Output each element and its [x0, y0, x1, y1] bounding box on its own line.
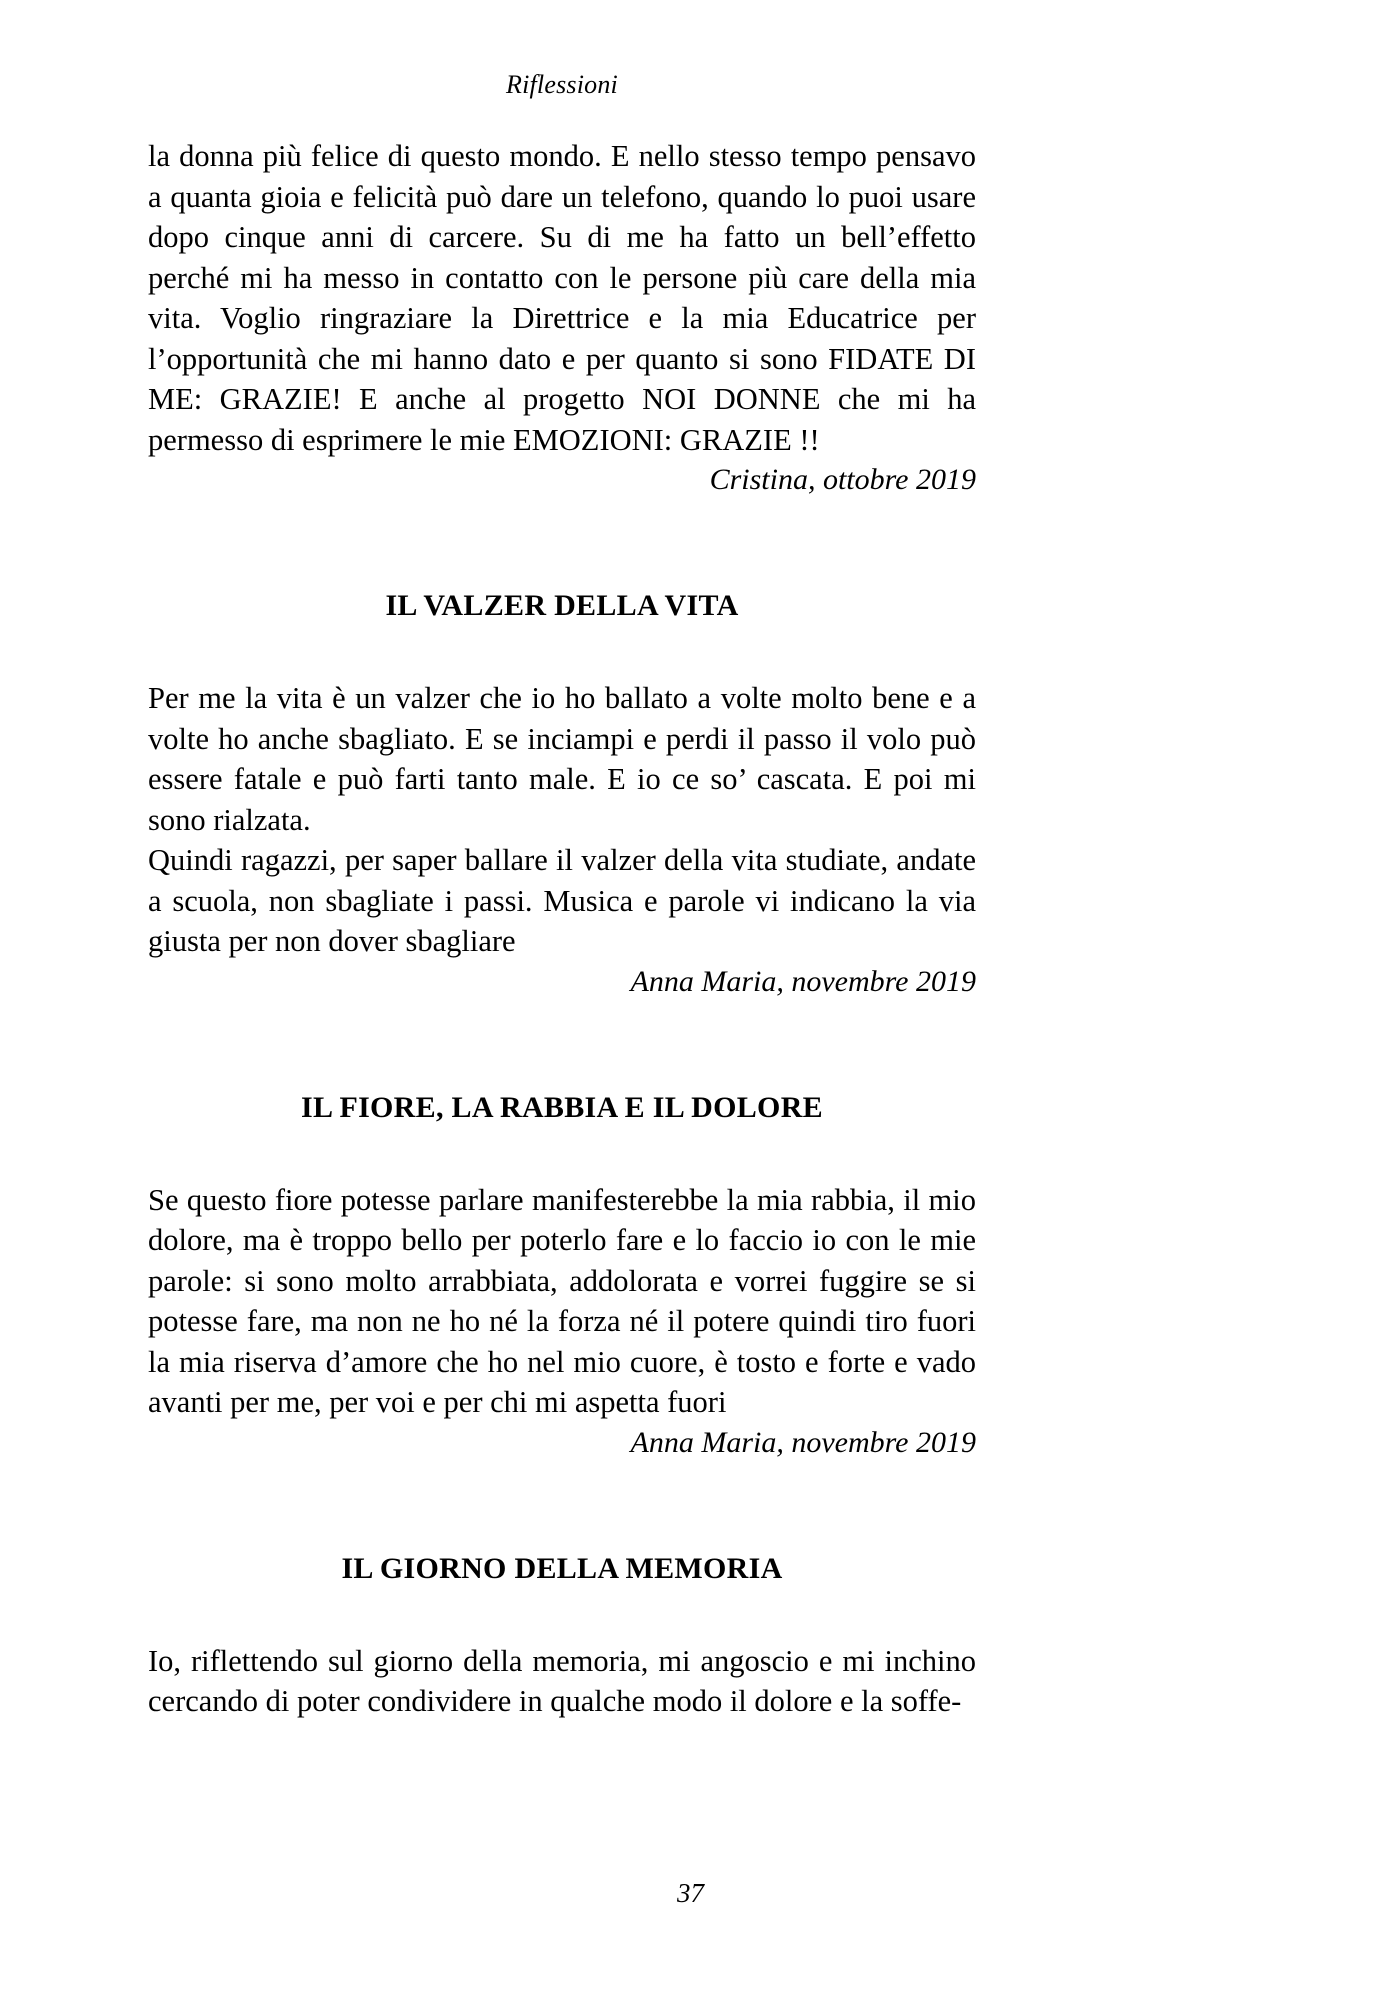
running-header: Riflessioni — [506, 70, 618, 99]
spacer — [148, 500, 976, 588]
paragraph-valzer-1: Per me la vita è un valzer che io ho ballato a volte molto bene e a volte ho anche sbagliato. E se inciampi e perdi il passo il volo può essere fatale e può farti tanto male. E io ce so’ cascata. E poi mi sono rialzata. — [148, 681, 976, 837]
spacer — [148, 1587, 976, 1641]
page-content — [148, 0, 976, 1722]
attribution-fiore: Anna Maria, novembre 2019 — [630, 1425, 976, 1459]
paragraph-memoria: Io, riflettendo sul giorno della memoria, mi angoscio e mi inchino cercando di poter condividere in qualche modo il dolore e la soffe- — [148, 1643, 976, 1718]
paragraph-cristina: la donna più felice di questo mondo. E nello stesso tempo pensavo a quanta gioia e felicità può dare un telefono, quando lo puoi usare dopo cinque anni di carcere. Su di me ha fatto un bell’effetto perché mi ha messo in contatto con le persone più care della mia vita. Voglio ringraziare la Direttrice e la mia Educatrice per l’opportunità che mi hanno dato e per quanto si sono FIDATE DI ME: GRAZIE! E anche al progetto NOI DONNE che mi ha permesso di esprimere le mie EMOZIONI: GRAZIE !! — [148, 139, 976, 457]
heading-il-giorno-della-memoria: IL GIORNO DELLA MEMORIA — [341, 1551, 783, 1585]
page-number: 37 — [677, 1878, 704, 1908]
heading-il-fiore-la-rabbia-e-il-dolore: IL FIORE, LA RABBIA E IL DOLORE — [301, 1090, 823, 1124]
spacer — [148, 624, 976, 678]
heading-il-valzer-della-vita: IL VALZER DELLA VITA — [385, 589, 739, 622]
paragraph-fiore: Se questo fiore potesse parlare manifesterebbe la mia rabbia, il mio dolore, ma è troppo bello per poterlo fare e lo faccio io con le mie parole: si sono molto arrabbiata, addolorata e vorrei fuggire se si potesse fare, ma non ne ho né la forza né il potere quindi tiro fuori la mia riserva d’amore che ho nel mio cuore, è tosto e forte e vado avanti per me, per voi e per chi mi aspetta fuori — [148, 1182, 976, 1419]
spacer — [148, 1463, 976, 1551]
spacer — [148, 1126, 976, 1180]
paragraph-valzer-2: Quindi ragazzi, per saper ballare il valzer della vita studiate, andate a scuola, non sbagliate i passi. Musica e parole vi indicano la via giusta per non dover sbagliare — [148, 843, 976, 958]
attribution-cristina: Cristina, ottobre 2019 — [709, 463, 976, 496]
spacer — [148, 1002, 976, 1090]
attribution-valzer: Anna Maria, novembre 2019 — [630, 964, 976, 998]
